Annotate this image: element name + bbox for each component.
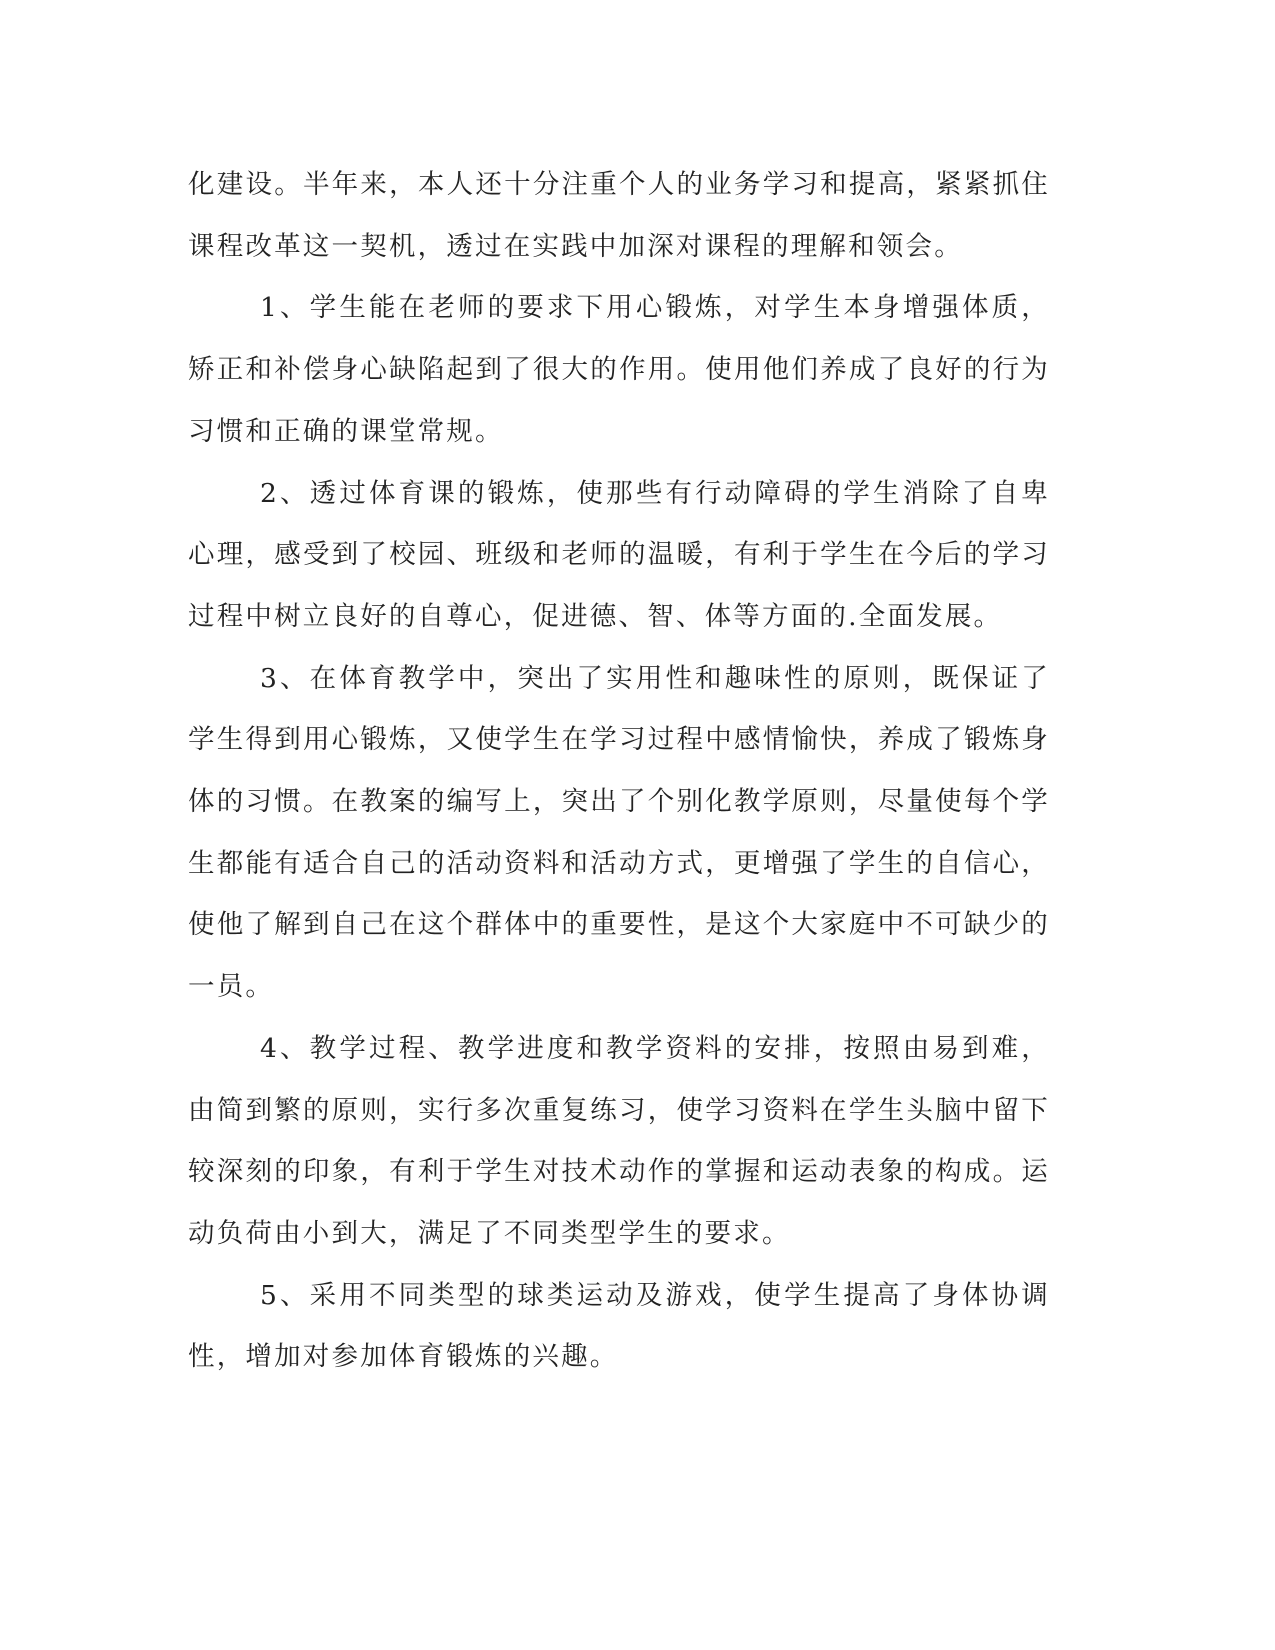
paragraph-item-5: 5、采用不同类型的球类运动及游戏，使学生提高了身体协调性，增加对参加体育锻炼的兴趣。 xyxy=(188,1279,1050,1373)
paragraph-continuation: 化建设。半年来，本人还十分注重个人的业务学习和提高，紧紧抓住课程改革这一契机，透过在实践中加深对课程的理解和领会。 xyxy=(188,169,1050,262)
paragraph-item-4: 4、教学过程、教学进度和教学资料的安排，按照由易到难，由简到繁的原则，实行多次重复练习，使学习资料在学生头脑中留下较深刻的印象，有利于学生对技术动作的掌握和运动表象的构成。运动负荷由小到大，满足了不同类型学生的要求。 xyxy=(188,1032,1050,1249)
paragraph-item-3: 3、在体育教学中，突出了实用性和趣味性的原则，既保证了学生得到用心锻炼，又使学生在学习过程中感情愉快，养成了锻炼身体的习惯。在教案的编写上，突出了个别化教学原则，尽量使每个学生都能有适合自己的活动资料和活动方式，更增强了学生的自信心，使他了解到自己在这个群体中的重要性，是这个大家庭中不可缺少的一员。 xyxy=(188,662,1050,1003)
paragraph-item-1: 1、学生能在老师的要求下用心锻炼，对学生本身增强体质，矫正和补偿身心缺陷起到了很大的作用。使用他们养成了良好的行为习惯和正确的课堂常规。 xyxy=(188,292,1050,447)
document-body xyxy=(188,154,1050,1388)
paragraph-item-2: 2、透过体育课的锻炼，使那些有行动障碍的学生消除了自卑心理，感受到了校园、班级和老师的温暖，有利于学生在今后的学习过程中树立良好的自尊心，促进德、智、体等方面的.全面发展。 xyxy=(188,477,1050,632)
